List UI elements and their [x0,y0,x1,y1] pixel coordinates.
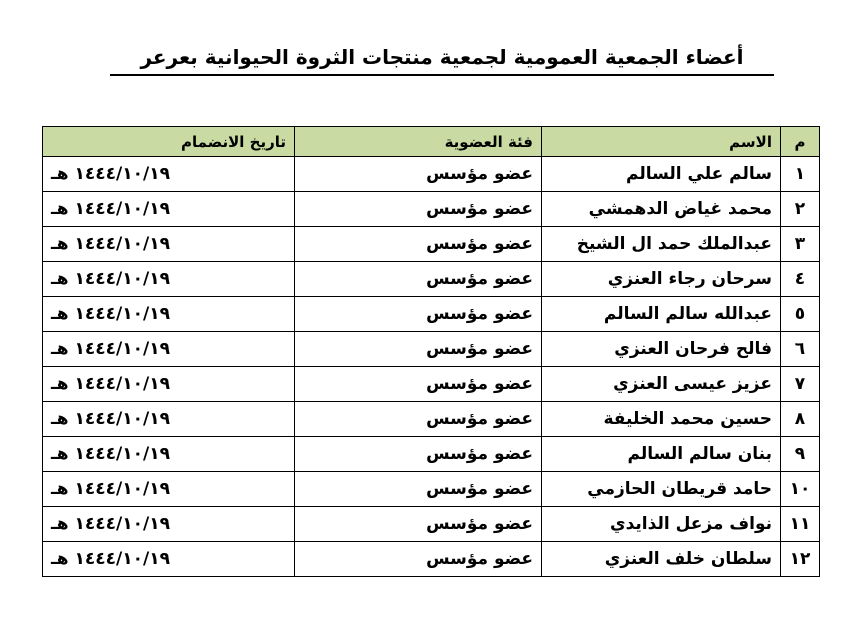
cell-join-date: ١٤٤٤/١٠/١٩ هـ [43,542,295,577]
cell-name: نواف مزعل الذايدي [542,507,781,542]
table-row [43,437,820,472]
cell-number: ٤ [781,262,820,297]
cell-category: عضو مؤسس [295,297,542,332]
cell-category: عضو مؤسس [295,227,542,262]
cell-number: ٩ [781,437,820,472]
cell-join-date: ١٤٤٤/١٠/١٩ هـ [43,472,295,507]
cell-join-date: ١٤٤٤/١٠/١٩ هـ [43,157,295,192]
cell-category: عضو مؤسس [295,332,542,367]
cell-category: عضو مؤسس [295,507,542,542]
cell-join-date: ١٤٤٤/١٠/١٩ هـ [43,297,295,332]
cell-name: محمد غياض الدهمشي [542,192,781,227]
cell-name: سالم علي السالم [542,157,781,192]
cell-category: عضو مؤسس [295,472,542,507]
cell-number: ١٢ [781,542,820,577]
cell-name: فالح فرحان العنزي [542,332,781,367]
cell-category: عضو مؤسس [295,262,542,297]
table-row [43,262,820,297]
cell-join-date: ١٤٤٤/١٠/١٩ هـ [43,507,295,542]
cell-category: عضو مؤسس [295,367,542,402]
table-row [43,367,820,402]
cell-number: ٦ [781,332,820,367]
cell-name: عبدالملك حمد ال الشيخ [542,227,781,262]
cell-name: سلطان خلف العنزي [542,542,781,577]
cell-join-date: ١٤٤٤/١٠/١٩ هـ [43,192,295,227]
cell-name: بنان سالم السالم [542,437,781,472]
cell-category: عضو مؤسس [295,192,542,227]
cell-name: عبدالله سالم السالم [542,297,781,332]
cell-number: ١ [781,157,820,192]
table-row [43,472,820,507]
header-name: الاسم [542,127,781,157]
cell-name: سرحان رجاء العنزي [542,262,781,297]
cell-number: ٢ [781,192,820,227]
cell-join-date: ١٤٤٤/١٠/١٩ هـ [43,332,295,367]
cell-number: ١٠ [781,472,820,507]
cell-number: ٧ [781,367,820,402]
table-row [43,227,820,262]
header-join-date: تاريخ الانضمام [43,127,295,157]
cell-join-date: ١٤٤٤/١٠/١٩ هـ [43,367,295,402]
cell-number: ٥ [781,297,820,332]
cell-number: ٣ [781,227,820,262]
table-row [43,297,820,332]
table-row [43,157,820,192]
cell-name: حامد قريطان الحازمي [542,472,781,507]
header-category: فئة العضوية [295,127,542,157]
document-title: أعضاء الجمعية العمومية لجمعية منتجات الثروة الحيوانية بعرعر [110,42,774,76]
cell-category: عضو مؤسس [295,542,542,577]
cell-join-date: ١٤٤٤/١٠/١٩ هـ [43,262,295,297]
header-row [43,127,820,157]
cell-number: ٨ [781,402,820,437]
table-body [43,157,820,577]
cell-category: عضو مؤسس [295,157,542,192]
cell-join-date: ١٤٤٤/١٠/١٩ هـ [43,437,295,472]
cell-category: عضو مؤسس [295,437,542,472]
table-row [43,507,820,542]
cell-join-date: ١٤٤٤/١٠/١٩ هـ [43,227,295,262]
table-row [43,192,820,227]
table-row [43,402,820,437]
cell-name: عزيز عيسى العنزي [542,367,781,402]
cell-name: حسين محمد الخليفة [542,402,781,437]
table-header [43,127,820,157]
header-number: م [781,127,820,157]
cell-category: عضو مؤسس [295,402,542,437]
table-row [43,332,820,367]
table-row [43,542,820,577]
cell-number: ١١ [781,507,820,542]
cell-join-date: ١٤٤٤/١٠/١٩ هـ [43,402,295,437]
members-table [42,126,820,577]
